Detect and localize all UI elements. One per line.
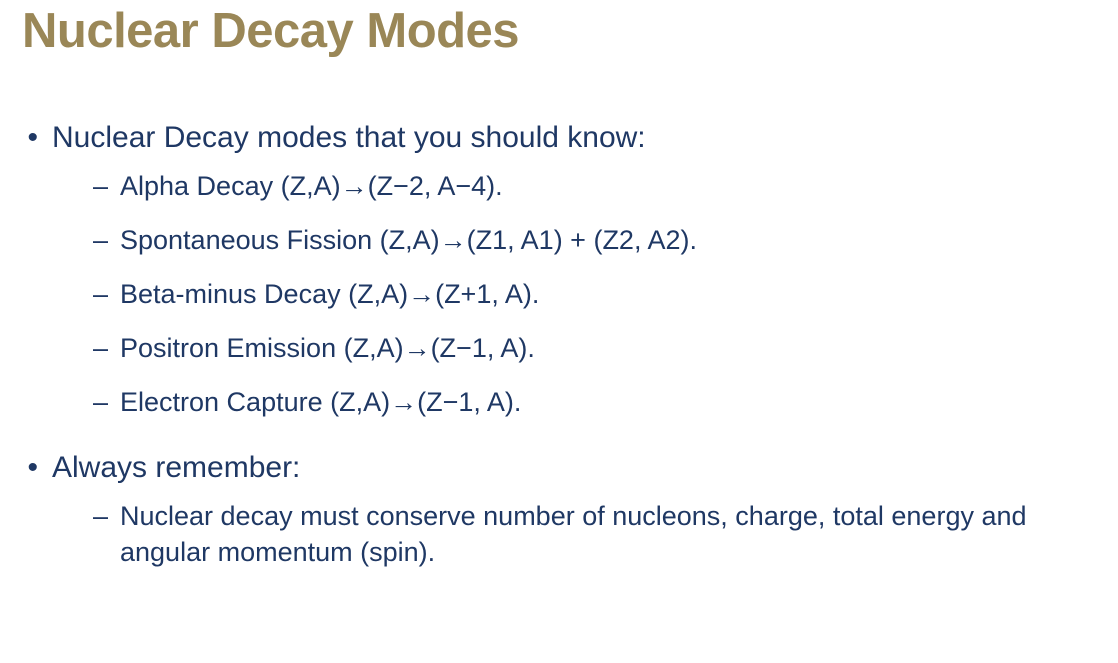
- bullet-level2: [0, 498, 1118, 570]
- dash-marker-icon: –: [92, 387, 108, 417]
- sublist-section-2: [0, 498, 1118, 570]
- bullet-marker-icon: •: [27, 121, 38, 154]
- spacer: [0, 438, 1118, 448]
- bullet-level1: [0, 448, 1118, 488]
- bullet-marker-icon: •: [27, 451, 38, 484]
- page-title: Nuclear Decay Modes: [22, 4, 520, 58]
- sublist-section-1: [0, 168, 1118, 420]
- bullet-level2: [0, 168, 1118, 204]
- bullet-level1: [0, 118, 1118, 158]
- bullet-level2-text: Alpha Decay (Z,A)→(Z−2, A−4).: [120, 171, 503, 201]
- dash-marker-icon: –: [92, 333, 108, 363]
- bullet-level2-text: Spontaneous Fission (Z,A)→(Z1, A1) + (Z2, A2).: [120, 225, 697, 255]
- bullet-level2: [0, 330, 1118, 366]
- bullet-level2: [0, 222, 1118, 258]
- bullet-level2-text: Electron Capture (Z,A)→(Z−1, A).: [120, 387, 522, 417]
- bullet-level1-text: Always remember:: [52, 451, 301, 484]
- bullet-level1-text: Nuclear Decay modes that you should know:: [52, 121, 646, 154]
- slide-body: [0, 118, 1118, 570]
- bullet-level2-text: Beta-minus Decay (Z,A)→(Z+1, A).: [120, 279, 540, 309]
- dash-marker-icon: –: [92, 501, 108, 531]
- bullet-level2-text: Positron Emission (Z,A)→(Z−1, A).: [120, 333, 535, 363]
- dash-marker-icon: –: [92, 279, 108, 309]
- dash-marker-icon: –: [92, 171, 108, 201]
- dash-marker-icon: –: [92, 225, 108, 255]
- bullet-level2: [0, 276, 1118, 312]
- bullet-level2-text: Nuclear decay must conserve number of nucleons, charge, total energy and angular momentum (spin).: [120, 501, 1027, 567]
- bullet-level2: [0, 384, 1118, 420]
